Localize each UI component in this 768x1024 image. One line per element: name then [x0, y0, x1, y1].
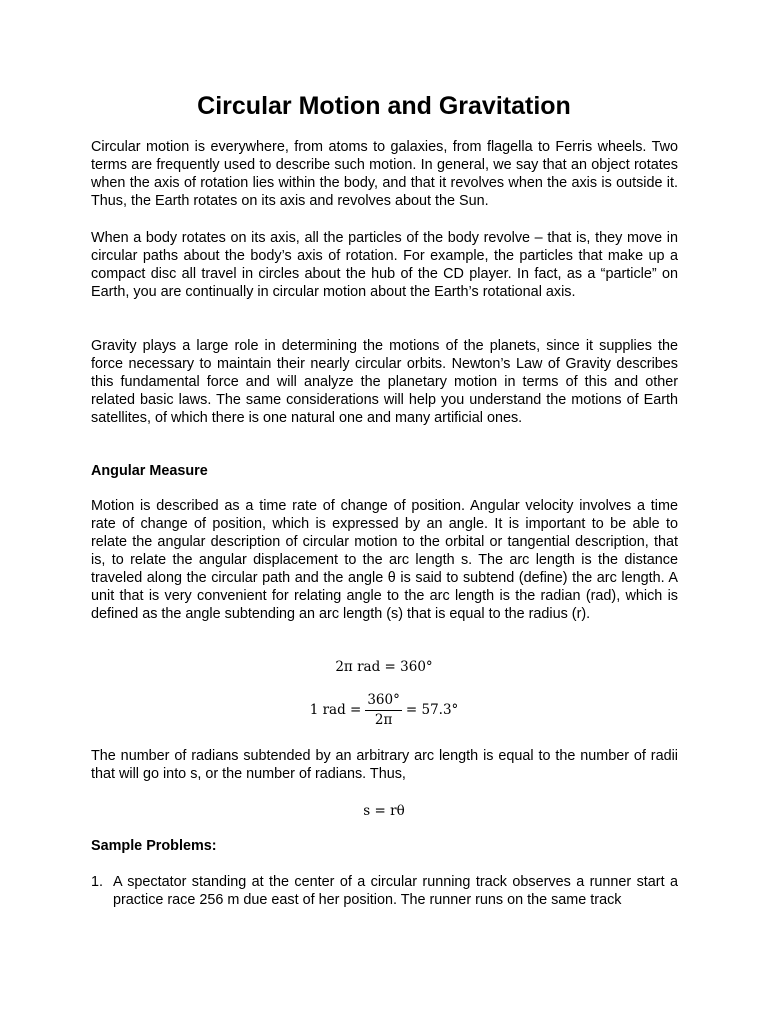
intro-paragraph-1: Circular motion is everywhere, from atoms to galaxies, from flagella to Ferris wheels. Two terms are frequently used to describe such motion. In general, we say that an object rotates when the axis of rotation lies within the body, and that it revolves when the axis is outside it. Thus, the Earth rotates on its axis and revolves about the Sun.: [91, 139, 678, 209]
equation-left: 1 rad =: [309, 702, 362, 718]
angular-measure-paragraph: Motion is described as a time rate of change of position. Angular velocity involves a time rate of change of position, which is expressed by an angle. It is important to be able to relate the angular description of circular motion to the orbital or tangential description, that is, to relate the angular displacement to the arc length s. The arc length is the distance traveled along the circular path and the angle θ is said to subtend (define) the arc length. A unit that is very convenient for relating angle to the arc length is the radian (rad), which is defined as the angle subtending an arc length (s) that is equal to the radius (r).: [91, 498, 678, 622]
intro-paragraph-3: Gravity plays a large role in determining the motions of the planets, since it supplies the force necessary to maintain their nearly circular orbits. Newton’s Law of Gravity describes this fundamental force and will analyze the planetary motion in terms of this and other related basic laws. The same considerations will help you understand the motions of Earth satellites, of which there is one natural one and many artificial ones.: [91, 338, 678, 426]
intro-paragraph-2: When a body rotates on its axis, all the particles of the body revolve – that is, they move in circular paths about the body’s axis of rotation. For example, the particles that make up a compact disc all travel in circles about the hub of the CD player. In fact, as a “particle” on Earth, you are continually in circular motion about the Earth’s rotational axis.: [91, 230, 678, 300]
equation-right: = 57.3°: [405, 702, 459, 718]
page-title: Circular Motion and Gravitation: [197, 92, 571, 120]
equation-text: s = rθ: [363, 803, 405, 819]
equation-text: 2π rad = 360°: [335, 659, 433, 675]
sample-problems-heading: Sample Problems:: [91, 838, 217, 854]
section-heading-angular-measure: Angular Measure: [91, 463, 208, 479]
problem-number: 1.: [91, 874, 104, 890]
equation-radians-degrees: [0, 658, 768, 676]
equation-one-radian: [0, 690, 768, 730]
problem-text: A spectator standing at the center of a circular running track observes a runner start a practice race 256 m due east of her position. The runner runs on the same track: [113, 874, 678, 908]
equation-arc-length: [0, 802, 768, 820]
list-item: [91, 873, 678, 909]
radians-paragraph: The number of radians subtended by an arbitrary arc length is equal to the number of radii that will go into s, or the number of radians. Thus,: [91, 748, 678, 782]
fraction-numerator: 360°: [365, 692, 402, 711]
fraction: [365, 692, 402, 729]
fraction-denominator: 2π: [374, 711, 393, 728]
